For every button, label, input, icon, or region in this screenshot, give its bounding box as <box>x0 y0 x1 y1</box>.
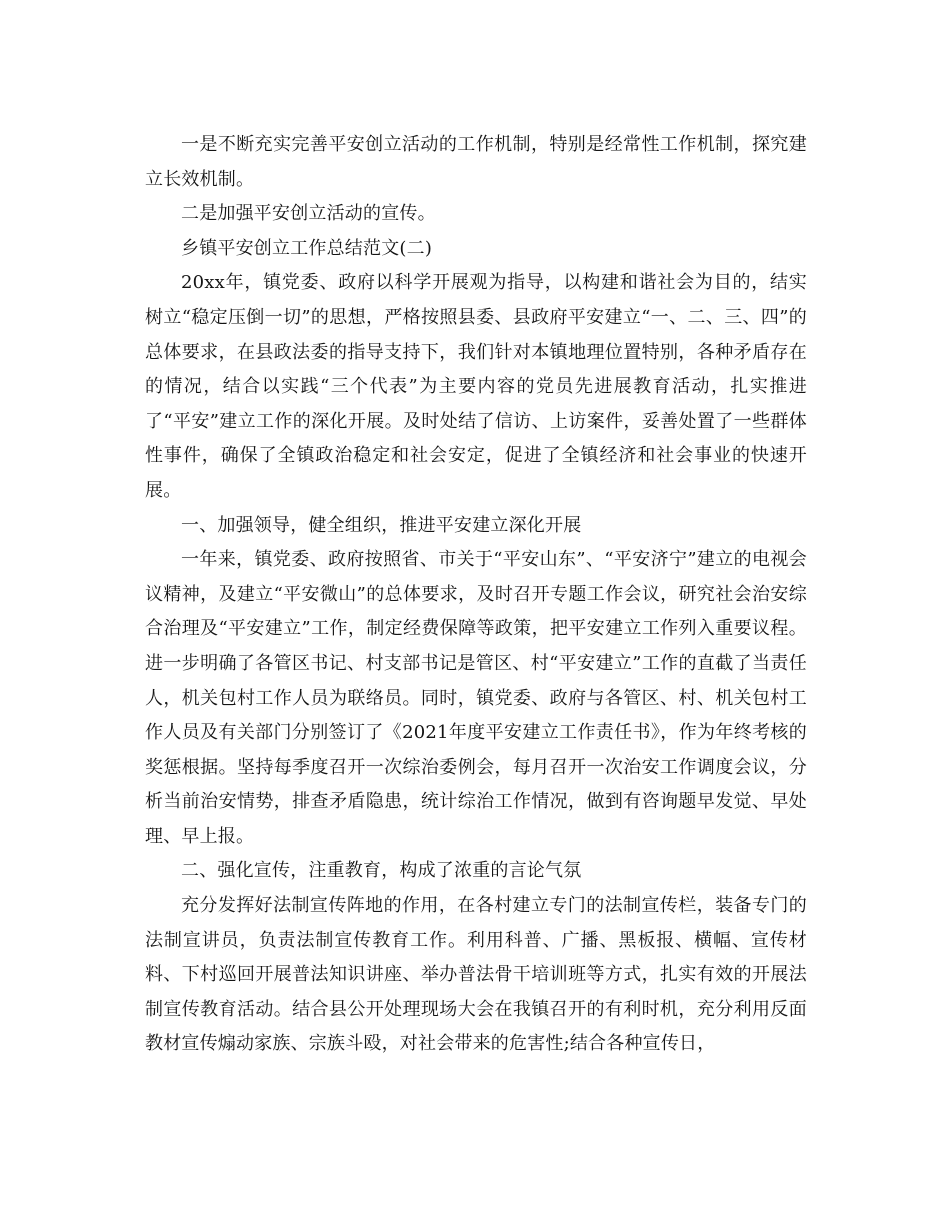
section-title: 乡镇平安创立工作总结范文(二) <box>181 237 433 259</box>
paragraph-5: 充分发挥好法制宣传阵地的作用，在各村建立专门的法制宣传栏，装备专门的法制宣讲员，负责法制宣传教育工作。利用科普、广播、黑板报、横幅、宣传材料、下村巡回开展普法知识讲座、举办普法骨干培训班等方式，扎实有效的开展法制宣传教育活动。结合县公开处理现场大会在我镇召开的有利时机，充分利用反面教材宣传煽动家族、宗族斗殴，对社会带来的危害性;结合各种宣传日， <box>145 895 807 1055</box>
paragraph-2: 二是加强平安创立活动的宣传。 <box>181 203 436 225</box>
paragraph-1: 一是不断充实完善平安创立活动的工作机制，特别是经常性工作机制，探究建立长效机制。 <box>145 134 807 190</box>
paragraph-4: 一年来，镇党委、政府按照省、市关于“平安山东”、“平安济宁”建立的电视会议精神，及建立“平安微山”的总体要求，及时召开专题工作会议，研究社会治安综合治理及“平安建立”工作，制定经费保障等政策，把平安建立工作列入重要议程。进一步明确了各管区书记、村支部书记是管区、村“平安建立”工作的直截了当责任人，机关包村工作人员为联络员。同时，镇党委、政府与各管区、村、机关包村工作人员及有关部门分别签订了《2021年度平安建立工作责任书》，作为年终考核的奖惩根据。坚持每季度召开一次综治委例会，每月召开一次治安工作调度会议，分析当前治安情势，排查矛盾隐患，统计综治工作情况，做到有咨询题早发觉、早处理、早上报。 <box>145 549 807 847</box>
heading-2: 二、强化宣传，注重教育，构成了浓重的言论气氛 <box>181 860 582 882</box>
heading-1: 一、加强领导，健全组织，推进平安建立深化开展 <box>181 514 582 536</box>
document-body <box>145 128 807 1062</box>
paragraph-3: 20xx年，镇党委、政府以科学开展观为指导，以构建和谐社会为目的，结实树立“稳定压倒一切”的思想，严格按照县委、县政府平安建立“一、二、三、四”的总体要求，在县政法委的指导支持下，我们针对本镇地理位置特别，各种矛盾存在的情况，结合以实践“三个代表”为主要内容的党员先进展教育活动，扎实推进了“平安”建立工作的深化开展。及时处结了信访、上访案件，妥善处置了一些群体性事件，确保了全镇政治稳定和社会安定，促进了全镇经济和社会事业的快速开展。 <box>145 272 807 501</box>
